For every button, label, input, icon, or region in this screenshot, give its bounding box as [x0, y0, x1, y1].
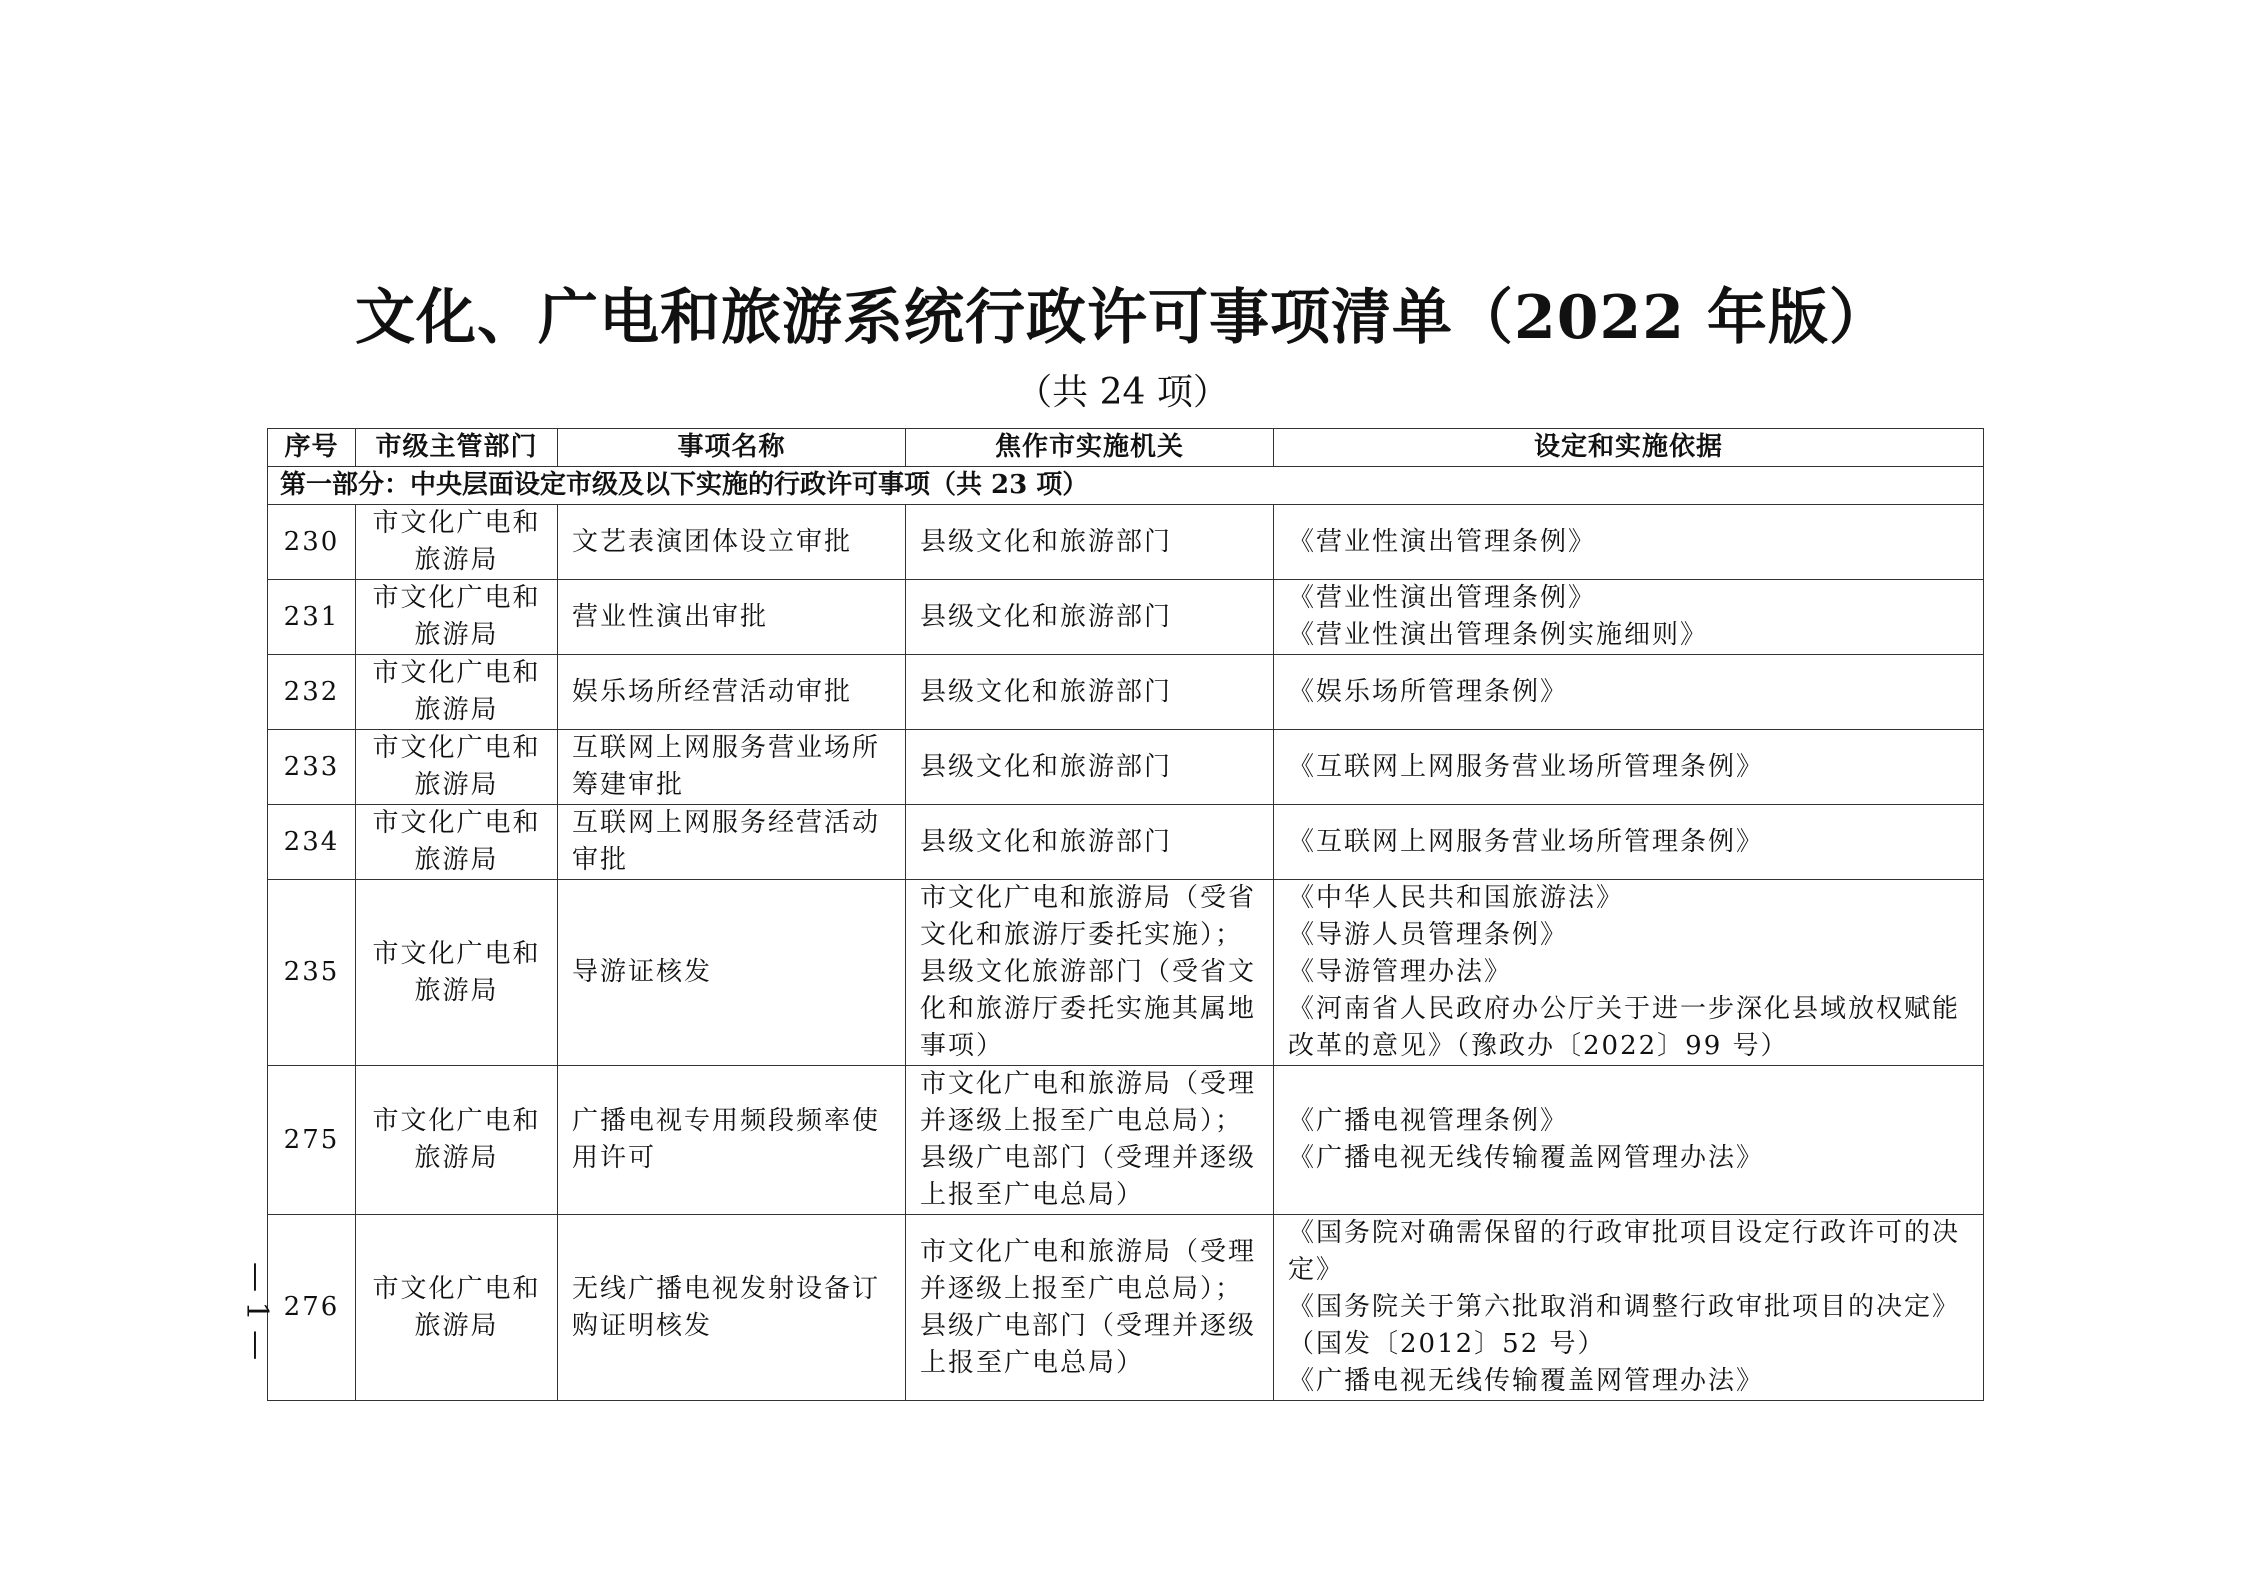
- row-agency: 市文化广电和旅游局（受省 文化和旅游厅委托实施）； 县级文化旅游部门（受省文 化和旅游厅委托实施其属地 事项）: [906, 880, 1274, 1066]
- table-row: [268, 805, 1984, 880]
- row-seq: 233: [268, 730, 356, 805]
- header-agency: 焦作市实施机关: [906, 429, 1274, 467]
- row-seq: 231: [268, 580, 356, 655]
- row-seq: 230: [268, 505, 356, 580]
- row-agency: 县级文化和旅游部门: [906, 505, 1274, 580]
- row-item-name: 互联网上网服务营业场所 筹建审批: [558, 730, 906, 805]
- row-item-name: 导游证核发: [558, 880, 906, 1066]
- table-row: [268, 580, 1984, 655]
- row-agency: 县级文化和旅游部门: [906, 655, 1274, 730]
- row-seq: 235: [268, 880, 356, 1066]
- row-dept: 市文化广电和 旅游局: [356, 505, 558, 580]
- row-dept: 市文化广电和 旅游局: [356, 1066, 558, 1215]
- row-basis: 《国务院对确需保留的行政审批项目设定行政许可的决 定》 《国务院关于第六批取消和调整行政审批项目的决定》 （国发〔2012〕52 号） 《广播电视无线传输覆盖网管理办法》: [1274, 1215, 1984, 1401]
- section-title: 第一部分：中央层面设定市级及以下实施的行政许可事项（共 23 项）: [268, 467, 1984, 505]
- row-dept: 市文化广电和 旅游局: [356, 730, 558, 805]
- row-agency: 县级文化和旅游部门: [906, 805, 1274, 880]
- row-agency: 县级文化和旅游部门: [906, 580, 1274, 655]
- page-number: — 1 —: [239, 1262, 274, 1361]
- row-item-name: 文艺表演团体设立审批: [558, 505, 906, 580]
- table-row: [268, 505, 1984, 580]
- table-row: [268, 1066, 1984, 1215]
- header-basis: 设定和实施依据: [1274, 429, 1984, 467]
- row-seq: 275: [268, 1066, 356, 1215]
- row-item-name: 广播电视专用频段频率使 用许可: [558, 1066, 906, 1215]
- row-seq: 276: [268, 1215, 356, 1401]
- document-subtitle: （共 24 项）: [1016, 372, 1229, 413]
- row-item-name: 互联网上网服务经营活动 审批: [558, 805, 906, 880]
- row-dept: 市文化广电和 旅游局: [356, 655, 558, 730]
- row-agency: 县级文化和旅游部门: [906, 730, 1274, 805]
- row-agency: 市文化广电和旅游局（受理 并逐级上报至广电总局）； 县级广电部门（受理并逐级 上报至广电总局）: [906, 1066, 1274, 1215]
- row-dept: 市文化广电和 旅游局: [356, 1215, 558, 1401]
- permit-table: [267, 428, 1984, 1401]
- table-row: [268, 880, 1984, 1066]
- row-basis: 《营业性演出管理条例》: [1274, 505, 1984, 580]
- table-row: [268, 730, 1984, 805]
- row-seq: 234: [268, 805, 356, 880]
- header-seq: 序号: [268, 429, 356, 467]
- row-dept: 市文化广电和 旅游局: [356, 880, 558, 1066]
- section-row: [268, 467, 1984, 505]
- header-dept: 市级主管部门: [356, 429, 558, 467]
- row-item-name: 无线广播电视发射设备订 购证明核发: [558, 1215, 906, 1401]
- row-basis: 《互联网上网服务营业场所管理条例》: [1274, 730, 1984, 805]
- row-basis: 《广播电视管理条例》 《广播电视无线传输覆盖网管理办法》: [1274, 1066, 1984, 1215]
- header-item-name: 事项名称: [558, 429, 906, 467]
- row-seq: 232: [268, 655, 356, 730]
- table-header-row: [268, 429, 1984, 467]
- row-dept: 市文化广电和 旅游局: [356, 805, 558, 880]
- row-basis: 《互联网上网服务营业场所管理条例》: [1274, 805, 1984, 880]
- row-dept: 市文化广电和 旅游局: [356, 580, 558, 655]
- document-title: 文化、广电和旅游系统行政许可事项清单（2022 年版）: [355, 283, 1890, 353]
- table-row: [268, 655, 1984, 730]
- row-agency: 市文化广电和旅游局（受理 并逐级上报至广电总局）； 县级广电部门（受理并逐级 上报至广电总局）: [906, 1215, 1274, 1401]
- row-basis: 《中华人民共和国旅游法》 《导游人员管理条例》 《导游管理办法》 《河南省人民政府办公厅关于进一步深化县域放权赋能 改革的意见》（豫政办〔2022〕99 号）: [1274, 880, 1984, 1066]
- row-item-name: 营业性演出审批: [558, 580, 906, 655]
- row-basis: 《营业性演出管理条例》 《营业性演出管理条例实施细则》: [1274, 580, 1984, 655]
- row-item-name: 娱乐场所经营活动审批: [558, 655, 906, 730]
- row-basis: 《娱乐场所管理条例》: [1274, 655, 1984, 730]
- table-row: [268, 1215, 1984, 1401]
